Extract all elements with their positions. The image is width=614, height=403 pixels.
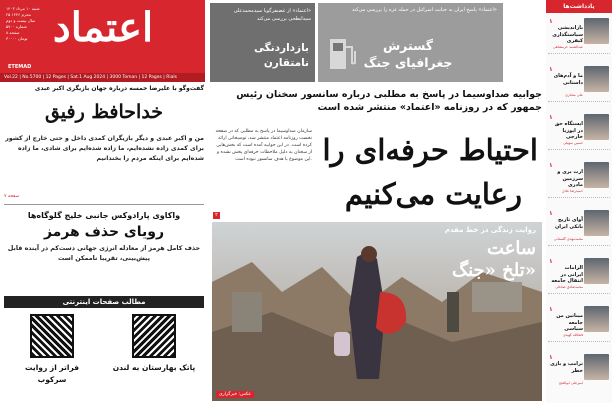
notes-column bbox=[546, 0, 612, 403]
note-author: محمدصادق صادقی bbox=[555, 285, 583, 289]
issue-pages: ۸ صفحه bbox=[6, 30, 20, 35]
story-body: من و اکبر عبدی و دیگر بازیگران کمدی داخل و حتی خارج از کشور برای کمدی زاده نشده‌ایم، ما زاده شده‌ایم برای شادی، ما زاده شده‌ایم برای اینکه مردم را بخندانیم bbox=[5, 135, 204, 162]
issue-hijri-date: ۲۵ محرم ۱۴۴۶ bbox=[6, 12, 31, 17]
author-photo bbox=[584, 306, 609, 332]
note-page: ۱ bbox=[549, 114, 553, 121]
note-title: بازاندیشی سیاستگذاری کیفری bbox=[552, 25, 583, 44]
note-title: الزامات ایرانی در انتقال جامعه bbox=[551, 265, 583, 284]
author-photo bbox=[584, 114, 609, 140]
issue-info bbox=[6, 6, 66, 42]
author-photo bbox=[584, 210, 609, 236]
teaser-gas[interactable] bbox=[318, 3, 503, 82]
note-author: حسین سهیلی bbox=[563, 141, 583, 145]
main-headline-line: احتیاط حرفه‌ای را bbox=[322, 133, 538, 167]
section-bar: مطالب صفحات اینترنتی bbox=[4, 296, 204, 308]
note-item[interactable] bbox=[548, 352, 610, 390]
author-photo bbox=[584, 162, 609, 188]
note-author: حمیدرضا عادل bbox=[561, 189, 583, 193]
note-item[interactable] bbox=[548, 112, 610, 150]
note-page: ۱ bbox=[549, 306, 553, 313]
note-author: محمدمهدی گلستانی bbox=[553, 237, 583, 241]
note-title: ایستگاه حق در اپوزیا خارجی bbox=[554, 121, 583, 140]
english-name: ETEMAD bbox=[8, 64, 32, 70]
photo-title bbox=[376, 238, 536, 282]
story-headline[interactable]: رویای حذف هرمز bbox=[43, 224, 165, 240]
teaser-title: بازداردنگی نامتقارن bbox=[253, 42, 309, 69]
issue-date: شنبه ۱۰ مرداد ۱۴۰۳ bbox=[6, 6, 40, 11]
photo-title-line: تلخ «جنگ» bbox=[451, 260, 536, 281]
note-item[interactable] bbox=[548, 304, 610, 342]
note-title: آوای تاریخ بانکی ایران bbox=[554, 217, 583, 230]
note-item[interactable] bbox=[548, 208, 610, 246]
note-title: ما و آدم‌های داستانی bbox=[553, 73, 583, 86]
masthead bbox=[0, 0, 205, 82]
note-title: ترامپ و بازی خطر bbox=[550, 361, 583, 374]
note-title: ارث بری و سرزمین مادری bbox=[557, 169, 583, 188]
author-photo bbox=[584, 258, 609, 284]
note-page: ۱ bbox=[549, 210, 553, 217]
notes-header: یادداشت‌ها bbox=[546, 0, 612, 13]
note-item[interactable] bbox=[548, 256, 610, 294]
story-headline[interactable]: خداحافظ رفیق bbox=[44, 101, 164, 123]
issue-year: سال بیست و دوم bbox=[6, 18, 36, 23]
main-headline-line: رعایت می‌کنیم bbox=[344, 177, 522, 211]
masthead-bar: Vol.22 | No.5700 | 12 Pages | Sat.1 Aug 2024 | 3000 Toman | 12 Pages | Rials bbox=[0, 73, 205, 82]
note-page: ۱ bbox=[549, 258, 553, 265]
left-column bbox=[0, 84, 207, 403]
teaser-kicker: «اعتماد» از غضنفرگویا سیدمحمدعلی سیدابطحی بررسی می‌کند bbox=[233, 8, 311, 22]
note-page: ۱ bbox=[549, 354, 553, 361]
main-body: سازمان صداوسیما در پاسخ به مطلبی که در صفحه نخست روزنامه اعتماد منتشر شد، توضیحاتی ارائه کرده است. در این جوابیه آمده است که بخش‌هایی از سخنان به دلیل ملاحظات حرفه‌ای پخش نشده و این موضوع با هدف سانسور نبوده است. bbox=[215, 129, 312, 162]
qr-code[interactable] bbox=[30, 314, 74, 358]
author-photo bbox=[584, 18, 609, 44]
note-page: ۱ bbox=[549, 162, 553, 169]
page-reference[interactable]: صفحه ۷ bbox=[4, 194, 20, 199]
note-page: ۱ bbox=[549, 66, 553, 73]
author-photo bbox=[584, 354, 609, 380]
lead-photo[interactable] bbox=[212, 222, 542, 401]
issue-number: شماره ۵۷۰۰ bbox=[6, 24, 27, 29]
author-photo bbox=[584, 66, 609, 92]
photo-title-line: ساعت bbox=[487, 238, 536, 259]
note-page: ۱ bbox=[549, 18, 553, 25]
story-body: حذف کامل هرمز از معادله انرژی جهانی دست‌کم در آینده قابل پیش‌بینی، تقریبا ناممکن است bbox=[7, 245, 201, 262]
issue-price: ۳۰۰۰۰ تومان bbox=[6, 36, 28, 41]
teaser-kicker: «اعتماد» پاسخ ایران به جنایت اسرائیل در حمله غزه را بررسی می‌کند bbox=[351, 7, 497, 13]
gas-pump-icon bbox=[324, 33, 360, 73]
teaser-ghazal[interactable] bbox=[210, 3, 315, 82]
teaser-title: گسترش جغرافیای جنگ bbox=[363, 38, 453, 70]
qr-code[interactable] bbox=[132, 314, 176, 358]
divider bbox=[4, 204, 204, 205]
note-title: میناتین من جامعه سیاسی bbox=[556, 313, 583, 332]
photo-kicker: روایت زندگی در خط مقدم bbox=[444, 226, 536, 234]
main-subhead: جوابیه صداوسیما در پاسخ به مطلبی درباره سانسور سخنان رئیس جمهور که در روزنامه «اعتماد» منتشر شده است bbox=[236, 89, 542, 113]
qr-caption[interactable]: فراتر از روایت سرکوب bbox=[24, 363, 80, 384]
newspaper-logo: اعتماد bbox=[52, 4, 154, 51]
note-author: فتحالله کهیدی bbox=[562, 333, 583, 337]
note-author: علی مختاری bbox=[565, 93, 583, 97]
story-kicker: واکاوی پارادوکس جانبی خلیج گلوگاه‌ها bbox=[27, 211, 181, 220]
note-author: امیرعلی ابوالفتح bbox=[559, 381, 583, 385]
note-item[interactable] bbox=[548, 160, 610, 198]
page-reference[interactable]: ۲ bbox=[213, 212, 220, 219]
note-item[interactable] bbox=[548, 64, 610, 102]
note-item[interactable] bbox=[548, 16, 610, 54]
photo-credit: عکس: خبرگزاری bbox=[216, 391, 254, 398]
story-kicker: گفت‌وگو با علیرضا خمسه درباره جهان بازیگری اکبر عبدی bbox=[34, 85, 204, 92]
qr-caption[interactable]: پاتک بهارستان به لندن bbox=[112, 363, 196, 372]
note-author: عبدالصمد خرمشاهی bbox=[553, 45, 583, 49]
